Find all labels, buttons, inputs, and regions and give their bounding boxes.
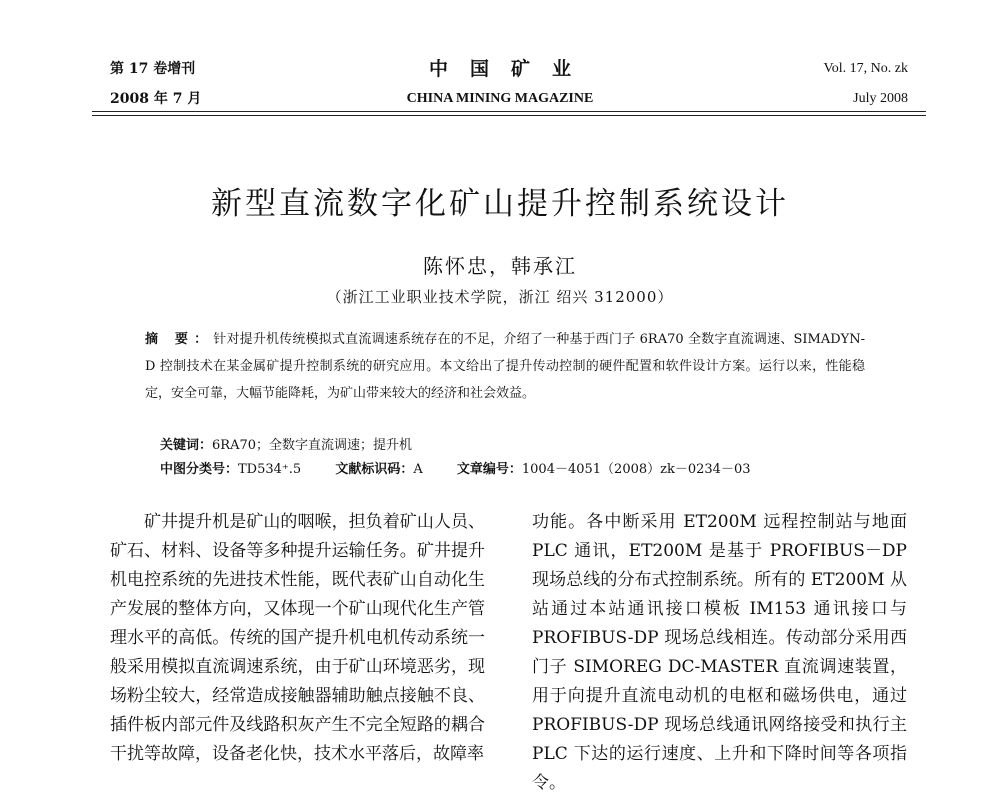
publication-date-cn: 2008 年 7 月 <box>110 91 202 107</box>
classification-value: TD534⁺.5 <box>238 462 302 477</box>
keywords-text: 6RA70；全数字直流调速；提升机 <box>212 438 413 453</box>
article-title: 新型直流数字化矿山提升控制系统设计 <box>211 186 789 222</box>
abstract-label: 摘 要： <box>145 332 214 347</box>
classification-line <box>160 458 880 482</box>
journal-name-cn: 中国矿业 <box>428 58 593 80</box>
author-affiliation: （浙江工业职业技术学院，浙江 绍兴 312000） <box>326 288 674 306</box>
body-right-column: 功能。各中断采用 ET200M 远程控制站与地面 PLC 通讯，ET200M 是基于 PROFIBUS－DP 现场总线的分布式控制系统。所有的 ET200M 从站通过本站通讯接口模板 IM153 通讯接口与 PROFIBUS-DP 现场总线相连。传动部分采用西门子 SIMOREG DC-MASTER 直流调速装置，用于向提升直流电动机的电枢和磁场供电，通过 PROFIBUS-DP 现场总线通讯网络接受和执行主 PLC 下达的运行速度、上升和下降时间等各项指令。 <box>532 512 907 793</box>
header-rule-bottom <box>92 115 926 116</box>
doc-code-label: 文献标识码： <box>335 462 414 477</box>
doc-code-value: A <box>413 462 423 477</box>
article-no-label: 文章编号： <box>456 462 522 477</box>
article-authors: 陈怀忠，韩承江 <box>423 254 577 278</box>
header-rule-top <box>92 111 926 112</box>
volume-issue: 第 17 卷增刊 <box>110 61 196 77</box>
volume-issue-en: Vol. 17, No. zk <box>823 61 908 76</box>
keywords <box>160 434 412 458</box>
abstract-text: 针对提升机传统模拟式直流调速系统存在的不足，介绍了一种基于西门子 6RA70 全数字直流调速、SIMADYN-D 控制技术在某金属矿提升控制系统的研究应用。本文给出了提升传动控制的硬件配置和软件设计方案。运行以来，性能稳定，安全可靠，大幅节能降耗，为矿山带来较大的经济和社会效益。 <box>145 332 865 401</box>
journal-name-en: CHINA MINING MAGAZINE <box>406 91 594 106</box>
abstract <box>145 326 865 407</box>
body-left-column: 矿井提升机是矿山的咽喉，担负着矿山人员、矿石、材料、设备等多种提升运输任务。矿井提升机电控系统的先进技术性能，既代表矿山自动化生产发展的整体方向，又体现一个矿山现代化生产管理水平的高低。传统的国产提升机电机传动系统一般采用模拟直流调速系统，由于矿山环境恶劣，现场粉尘较大，经常造成接触器辅助触点接触不良、插件板内部元件及线路积灰产生不完全短路的耦合干扰等故障，设备老化快，技术水平落后，故障率 <box>110 512 485 764</box>
journal-volume-info-en <box>823 54 908 114</box>
keywords-label: 关键词： <box>160 438 213 453</box>
article-no-value: 1004－4051（2008）zk－0234－03 <box>521 462 751 477</box>
publication-date-en: July 2008 <box>853 91 908 106</box>
classification-label: 中图分类号： <box>160 462 239 477</box>
